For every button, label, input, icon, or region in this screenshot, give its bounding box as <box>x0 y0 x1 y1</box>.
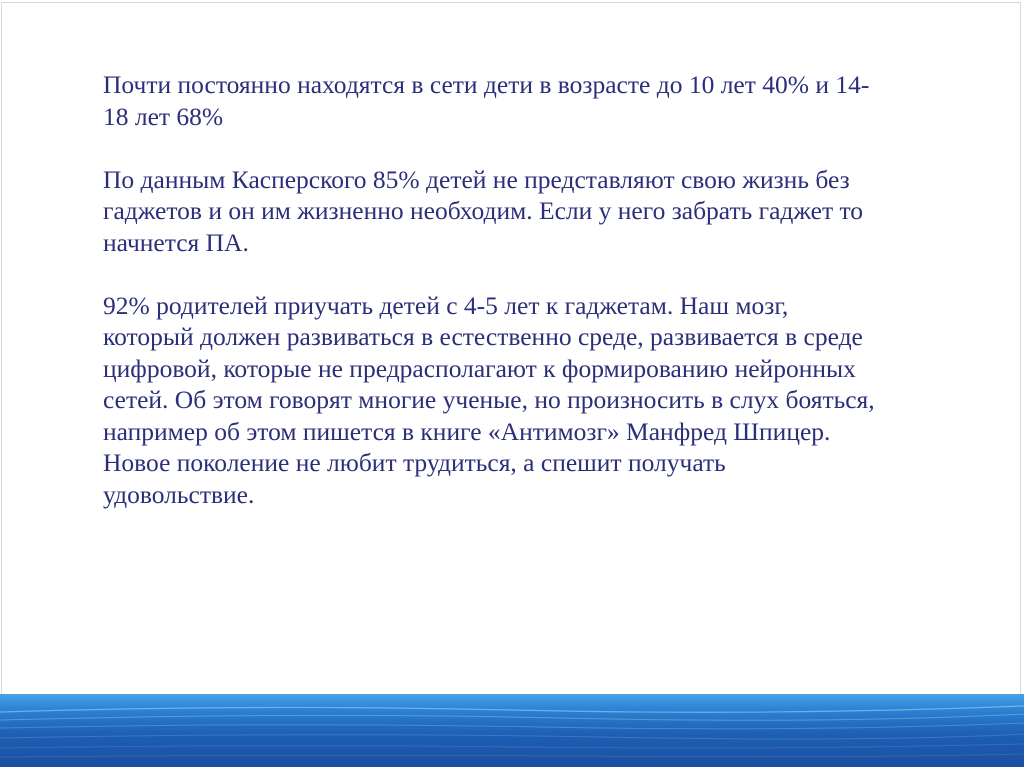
paragraph-parents-stats: 92% родителей приучать детей с 4-5 лет к гаджетам. Наш мозг, который должен развиваться в естественно среде, развивается в среде цифровой, которые не предрасполагают к формированию нейронных сетей. Об этом говорят многие ученые, но произносить в слух бояться, например об этом пишется в книге «Антимозг» Манфред Шпицер. Новое поколение не любит трудиться, а спешит получать удовольствие. <box>103 290 875 509</box>
paragraph-kaspersky-stats: По данным Касперского 85% детей не представляют свою жизнь без гаджетов и он им жизненно необходим. Если у него забрать гаджет то начнется ПА. <box>103 164 864 257</box>
paragraph-online-stats: Почти постоянно находятся в сети дети в возрасте до 10 лет 40% и 14- 18 лет 68% <box>103 70 870 131</box>
footer-wave-lines <box>0 694 1024 767</box>
slide-text-body <box>103 69 983 510</box>
footer-decorative-band <box>0 694 1024 767</box>
